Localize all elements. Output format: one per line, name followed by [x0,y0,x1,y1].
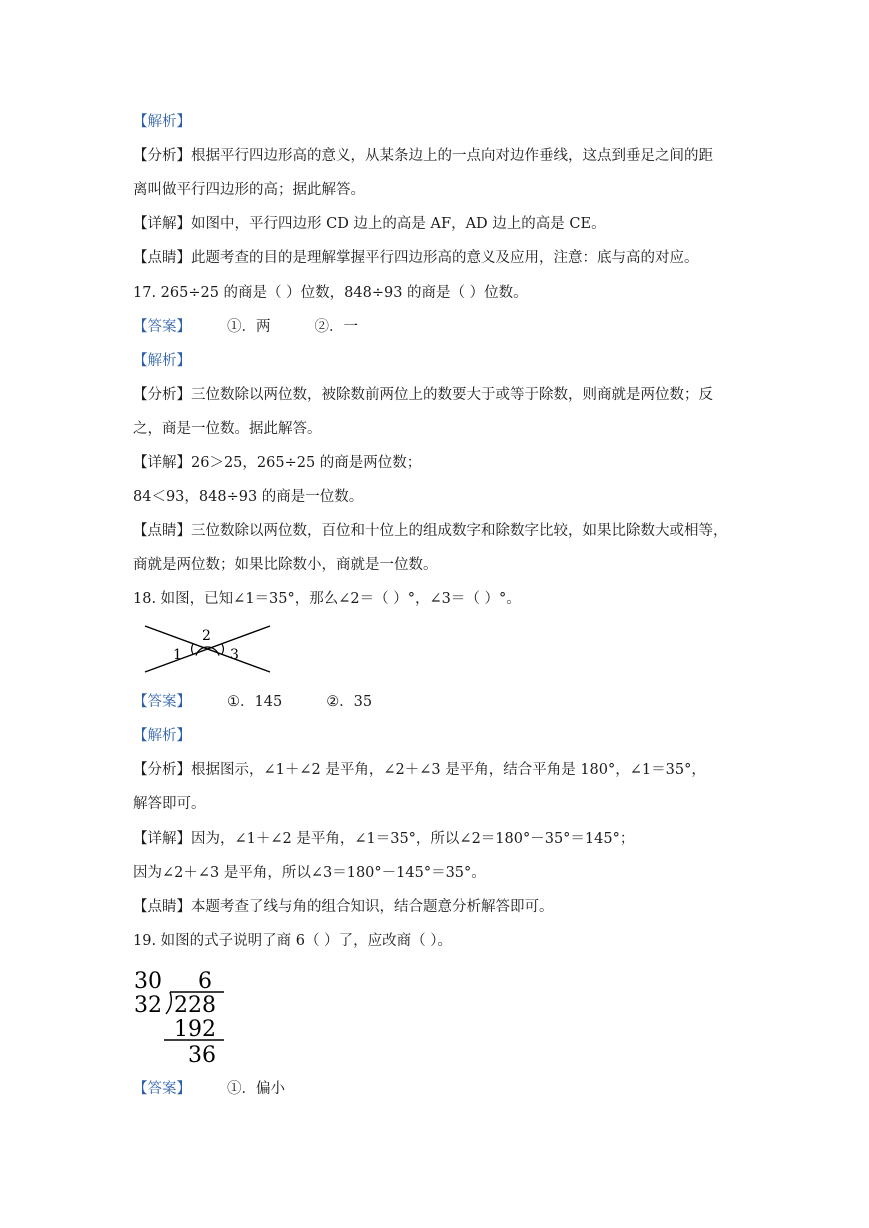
analysis-line-5: 【分析】根据图示，∠1＋∠2 是平角，∠2＋∠3 是平角，结合平角是 180°，∠1＝35°， [133,762,706,778]
answer-item-2: ②．一 [314,319,358,335]
angle-label-2: 2 [202,628,211,644]
angle-figure [140,624,275,676]
detail-line-5: 因为∠2＋∠3 是平角，所以∠3＝180°－145°＝35°。 [133,865,486,881]
question-18: 18. 如图，已知∠1＝35°，那么∠2＝（ ）°，∠3＝（ ）°。 [133,591,521,607]
division-top-left: 30 [134,969,162,994]
comment-line-1: 【点睛】此题考查的目的是理解掌握平行四边形高的意义及应用，注意：底与高的对应。 [133,250,699,266]
division-remainder: 36 [188,1043,216,1068]
detail-line-1: 【详解】如图中，平行四边形 CD 边上的高是 AF，AD 边上的高是 CE。 [133,216,606,232]
answer-tag: 【答案】 [133,694,191,710]
division-divisor: 32 [134,993,162,1018]
question-19: 19. 如图的式子说明了商 6（ ）了，应改商（ ）。 [133,933,452,949]
jiexi-label-1: 【解析】 [133,114,191,130]
angle-3-arc [222,644,223,654]
division-bracket [166,992,171,1014]
jiexi-label-2: 【解析】 [133,353,191,369]
angle-label-3: 3 [230,647,239,663]
answer-tag: 【答案】 [133,1081,191,1097]
comment-line-3: 商就是两位数；如果比除数小，商就是一位数。 [133,557,438,573]
angle-label-1: 1 [173,647,182,663]
division-dividend: 228 [174,993,216,1018]
analysis-line-2: 离叫做平行四边形的高；据此解答。 [133,182,365,198]
analysis-line-4: 之，商是一位数。据此解答。 [133,421,322,437]
long-division-figure [130,964,230,1068]
comment-line-4: 【点睛】本题考查了线与角的组合知识，结合题意分析解答即可。 [133,899,554,915]
division-quotient: 6 [198,969,212,994]
answer-row-19 [133,1079,285,1099]
answer-item-2: ②．35 [326,694,373,710]
answer-row-18 [133,692,372,712]
analysis-line-6: 解答即可。 [133,796,206,812]
answer-row-17 [133,317,358,337]
detail-line-4: 【详解】因为，∠1＋∠2 是平角，∠1＝35°，所以∠2＝180°－35°＝145°； [133,831,635,847]
angle-1-arc [192,644,193,654]
division-product: 192 [174,1017,216,1042]
answer-item-1: ①．偏小 [227,1081,285,1097]
question-17: 17. 265÷25 的商是（ ）位数，848÷93 的商是（ ）位数。 [133,285,528,301]
analysis-line-3: 【分析】三位数除以两位数，被除数前两位上的数要大于或等于除数，则商就是两位数；反 [133,387,713,403]
answer-tag: 【答案】 [133,319,191,335]
answer-item-1: ①．145 [227,694,283,710]
analysis-line-1: 【分析】根据平行四边形高的意义，从某条边上的一点向对边作垂线，这点到垂足之间的距 [133,148,713,164]
detail-line-2: 【详解】26＞25，265÷25 的商是两位数； [133,455,422,471]
detail-line-3: 84＜93，848÷93 的商是一位数。 [133,489,364,505]
comment-line-2: 【点睛】三位数除以两位数，百位和十位上的组成数字和除数字比较，如果比除数大或相等， [133,523,728,539]
jiexi-label-3: 【解析】 [133,728,191,744]
answer-item-1: ①．两 [227,319,271,335]
